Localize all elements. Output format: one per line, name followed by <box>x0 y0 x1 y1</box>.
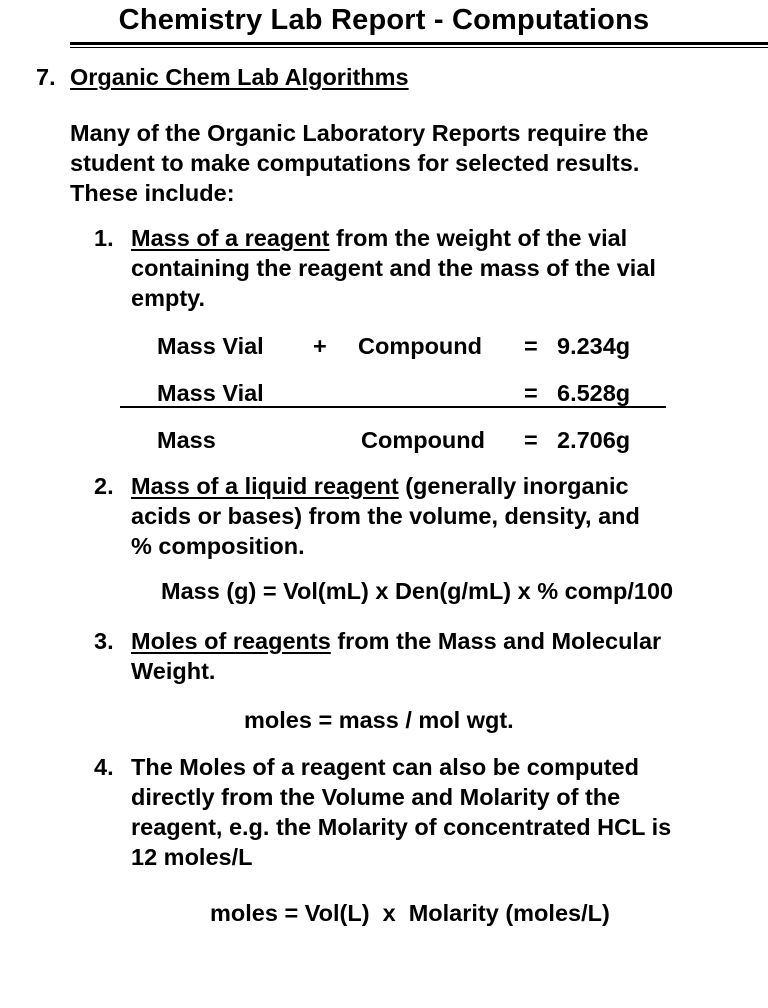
item-4-line-2: directly from the Volume and Molarity of the <box>131 784 621 810</box>
item-2-line-3: % composition. <box>131 533 305 559</box>
calc-row-3-term: Compound <box>361 427 485 453</box>
calc-row-3-value: 2.706g <box>557 427 631 453</box>
title-rule-thick <box>70 42 768 45</box>
calc-row-2-label: Mass Vial <box>157 380 264 406</box>
item-2-line-2: acids or bases) from the volume, density, and <box>131 503 640 529</box>
calc-row-1-label: Mass Vial <box>157 333 264 359</box>
page-title: Chemistry Lab Report - Computations <box>118 4 650 36</box>
item-1-line-1-rest: from the weight of the vial <box>329 225 628 251</box>
item-2-formula: Mass (g) = Vol(mL) x Den(g/mL) x % comp/100 <box>161 578 674 604</box>
calc-row-1-op: + <box>313 333 327 359</box>
item-1-term: Mass of a reagent <box>131 225 330 251</box>
item-2-term: Mass of a liquid reagent <box>131 473 399 499</box>
item-3-line-2: Weight. <box>131 658 216 684</box>
calc-row-3-label: Mass <box>157 427 216 453</box>
item-4-line-1: The Moles of a reagent can also be computed <box>131 754 639 780</box>
item-2-line-1 <box>131 473 629 500</box>
section-number: 7. <box>36 64 56 90</box>
item-1-number: 1. <box>94 225 114 251</box>
item-4-line-4: 12 moles/L <box>131 844 253 870</box>
section-heading: Organic Chem Lab Algorithms <box>70 64 409 90</box>
calc-row-1-eq: = <box>524 333 538 359</box>
calc-row-3-eq: = <box>524 427 538 453</box>
item-2-number: 2. <box>94 473 114 499</box>
item-3-line-1-rest: from the Mass and Molecular <box>330 628 662 654</box>
item-4-formula: moles = Vol(L) x Molarity (moles/L) <box>210 900 610 926</box>
item-3-formula: moles = mass / mol wgt. <box>244 707 514 733</box>
title-rule-thin <box>70 47 768 48</box>
intro-line-2: student to make computations for selected results. <box>70 150 640 176</box>
calc-sum-line <box>120 406 666 408</box>
item-2-line-1-rest: (generally inorganic <box>398 473 629 499</box>
calc-row-2-eq: = <box>524 380 538 406</box>
item-3-term: Moles of reagents <box>131 628 331 654</box>
calc-row-2-value: 6.528g <box>557 380 631 406</box>
item-1-line-1 <box>131 225 627 252</box>
intro-line-3: These include: <box>70 180 235 206</box>
item-3-number: 3. <box>94 628 114 654</box>
item-4-number: 4. <box>94 754 114 780</box>
intro-line-1: Many of the Organic Laboratory Reports require the <box>70 120 649 146</box>
item-4-line-3: reagent, e.g. the Molarity of concentrated HCL is <box>131 814 672 840</box>
item-1-line-3: empty. <box>131 285 205 311</box>
calc-row-1-value: 9.234g <box>557 333 631 359</box>
calc-row-1-term: Compound <box>358 333 482 359</box>
item-3-line-1 <box>131 628 661 655</box>
item-1-line-2: containing the reagent and the mass of the vial <box>131 255 656 281</box>
